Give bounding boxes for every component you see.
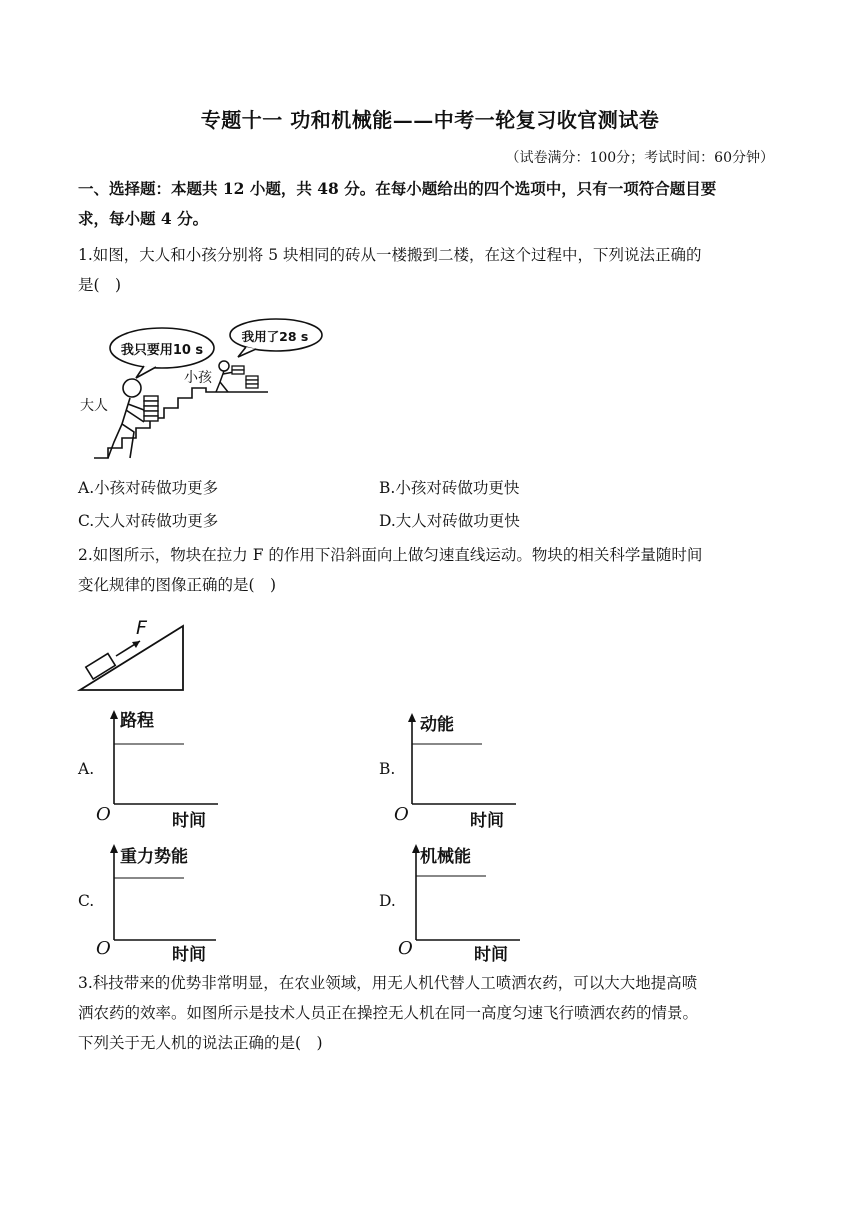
block [86, 653, 115, 679]
graph-b-ylabel: 动能 [420, 715, 454, 735]
child-bricks [232, 366, 258, 388]
graph-c-y-arrow [110, 844, 118, 853]
stairs-figure [78, 312, 309, 462]
graph-b-xlabel: 时间 [470, 811, 504, 831]
adult-bubble-text: 我只要用10 s [120, 343, 204, 358]
question-1-line2: 是( ) [78, 276, 122, 294]
staircase [94, 388, 268, 458]
question-2-stem [78, 540, 782, 600]
child-bubble-text: 我用了28 s [241, 329, 309, 344]
option-c[interactable]: C.大人对砖做功更多 [78, 512, 219, 530]
graph-c-xlabel: 时间 [172, 945, 206, 965]
graph-b [392, 708, 522, 834]
force-label: F [136, 617, 147, 639]
graph-d-origin: O [398, 938, 413, 959]
question-3-line2: 洒农药的效率。如图所示是技术人员正在操控无人机在同一高度匀速飞行喷洒农药的情景。 [78, 1004, 699, 1022]
graph-c-ylabel: 重力势能 [120, 847, 188, 867]
incline-plane [80, 626, 183, 690]
graph-d-xlabel: 时间 [474, 945, 508, 965]
incline-figure [78, 612, 188, 692]
graph-b-y-arrow [408, 713, 416, 722]
section-heading [78, 174, 782, 234]
question-1-stem [78, 240, 782, 300]
adult-bubble-tail [136, 366, 156, 378]
option-d[interactable]: D.大人对砖做功更快 [379, 512, 520, 530]
graph-a-xlabel: 时间 [172, 811, 206, 831]
graph-c-origin: O [96, 938, 111, 959]
child-bubble-tail [238, 347, 256, 357]
question-2-line2: 变化规律的图像正确的是( ) [78, 576, 277, 594]
question-3-line3: 下列关于无人机的说法正确的是( ) [78, 1034, 323, 1052]
graph-d-option[interactable]: D. [379, 892, 396, 910]
graph-c-option[interactable]: C. [78, 892, 95, 910]
question-1-line1: 1.如图，大人和小孩分别将 5 块相同的砖从一楼搬到二楼，在这个过程中，下列说法正确的 [78, 246, 702, 264]
child-label: 小孩 [184, 370, 212, 386]
adult-bricks [144, 396, 158, 421]
exam-meta: （试卷满分：100分；考试时间：60分钟） [505, 150, 774, 166]
section-heading-line2: 求，每小题 4 分。 [78, 209, 209, 228]
graph-a-origin: O [96, 804, 111, 825]
option-b[interactable]: B.小孩对砖做功更快 [379, 479, 520, 497]
adult-figure [108, 379, 144, 458]
question-3-line1: 3.科技带来的优势非常明显，在农业领域，用无人机代替人工喷洒农药，可以大大地提高喷 [78, 974, 698, 992]
graph-d-ylabel: 机械能 [420, 847, 471, 867]
graph-c [92, 838, 222, 964]
graph-a-ylabel: 路程 [120, 711, 154, 731]
graph-b-option[interactable]: B. [379, 760, 396, 778]
question-3-stem [78, 968, 782, 1058]
graph-a-y-arrow [110, 710, 118, 719]
page-title: 专题十一 功和机械能——中考一轮复习收官测试卷 [200, 108, 660, 132]
option-a[interactable]: A.小孩对砖做功更多 [78, 479, 219, 497]
graph-b-origin: O [394, 804, 409, 825]
child-figure [216, 361, 234, 392]
graph-d [396, 838, 526, 964]
question-2-line1: 2.如图所示，物块在拉力 F 的作用下沿斜面向上做匀速直线运动。物块的相关科学量随时间 [78, 546, 703, 564]
graph-a [92, 706, 222, 832]
graph-a-option[interactable]: A. [78, 760, 95, 778]
section-heading-line1: 一、选择题：本题共 12 小题，共 48 分。在每小题给出的四个选项中，只有一项符合题目要 [78, 179, 717, 198]
graph-d-y-arrow [412, 844, 420, 853]
adult-label: 大人 [80, 398, 108, 414]
